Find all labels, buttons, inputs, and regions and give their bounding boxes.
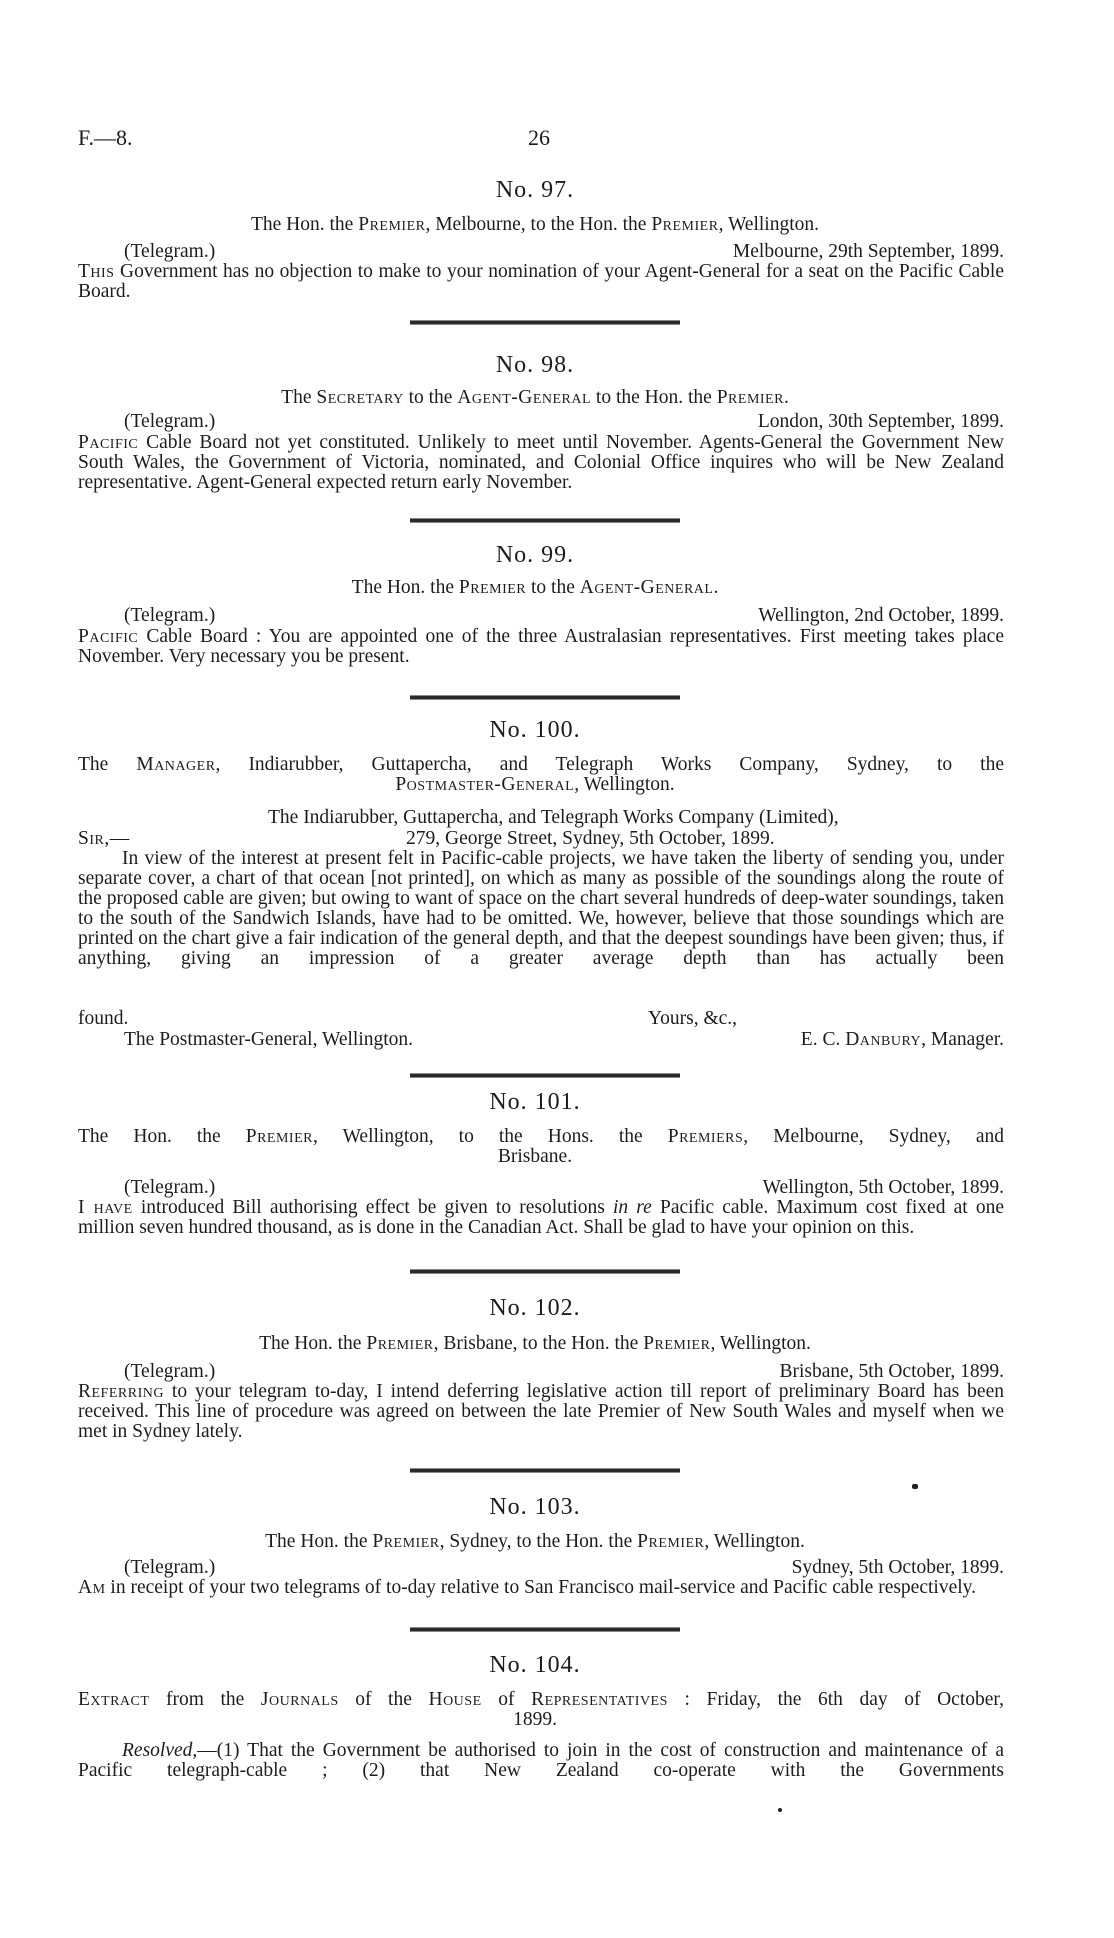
doc-101-number: No. 101. (489, 1089, 581, 1115)
doc-102-body: Referring to your telegram to-day, I intend deferring legislative action till report of preliminary Board has been received. This line of procedure was agreed on between the late Premier of New South Wales and myself when we met in Sydney lately. (78, 1381, 1004, 1442)
page-number: 26 (528, 125, 550, 150)
ink-mark (778, 1808, 782, 1812)
ink-mark (912, 1484, 918, 1489)
doc-100-heading-line1: The Manager, Indiarubber, Guttapercha, and Telegraph Works Company, Sydney, to the (78, 754, 1004, 775)
divider-rule (410, 1073, 680, 1078)
doc-104-number: No. 104. (489, 1652, 581, 1678)
doc-101-type: (Telegram.) (124, 1177, 216, 1198)
doc-101-heading-line1: The Hon. the Premier, Wellington, to the Hons. the Premiers, Melbourne, Sydney, and (78, 1126, 1004, 1147)
doc-97-heading: The Hon. the Premier, Melbourne, to the Hon. the Premier, Wellington. (250, 214, 820, 235)
divider-rule (410, 320, 680, 325)
doc-100-salutation: Sir,— (78, 828, 130, 849)
divider-rule (410, 1269, 680, 1274)
divider-rule (410, 1627, 680, 1632)
doc-100-closing: Yours, &c., (648, 1008, 738, 1029)
doc-97-place-date: Melbourne, 29th September, 1899. (732, 241, 1004, 262)
doc-99-body: Pacific Cable Board : You are appointed one of the three Australasian representatives. First meeting takes place November. Very necessary you be present. (78, 626, 1004, 667)
doc-98-place-date: London, 30th September, 1899. (757, 411, 1004, 432)
doc-100-body-end: found. (78, 1008, 129, 1029)
doc-101-place-date: Wellington, 5th October, 1899. (762, 1177, 1004, 1198)
doc-99-place-date: Wellington, 2nd October, 1899. (758, 605, 1004, 626)
doc-98-number: No. 98. (495, 352, 575, 378)
doc-99-heading: The Hon. the Premier to the Agent-General. (351, 577, 719, 598)
doc-100-signature: E. C. Danbury, Manager. (800, 1029, 1004, 1050)
doc-100-heading-line2: Postmaster-General, Wellington. (395, 774, 675, 795)
doc-103-type: (Telegram.) (124, 1557, 216, 1578)
doc-100-address-line1: The Indiarubber, Guttapercha, and Telegraph Works Company (Limited), (268, 807, 839, 828)
doc-103-place-date: Sydney, 5th October, 1899. (791, 1557, 1004, 1578)
divider-rule (410, 518, 680, 523)
doc-103-body: Am in receipt of your two telegrams of to-day relative to San Francisco mail-service and Pacific cable respectively. (78, 1577, 977, 1598)
doc-101-body: I have introduced Bill authorising effect be given to resolutions in re Pacific cable. Maximum cost fixed at one million seven hundred thousand, as is done in the Canadian Act. Shall be glad to have your opinion on this. (78, 1197, 1004, 1238)
doc-99-number: No. 99. (495, 542, 575, 568)
doc-102-heading: The Hon. the Premier, Brisbane, to the Hon. the Premier, Wellington. (259, 1333, 811, 1354)
doc-101-heading-line2: Brisbane. (497, 1146, 573, 1167)
document-reference: F.—8. (78, 125, 133, 150)
doc-104-body: Resolved,—(1) That the Government be authorised to join in the cost of construction and maintenance of a Pacific telegraph-cable ; (2) that New Zealand co-operate with the Governments (78, 1740, 1004, 1781)
doc-100-number: No. 100. (489, 717, 581, 743)
doc-97-type: (Telegram.) (124, 241, 216, 262)
doc-100-address-line2: 279, George Street, Sydney, 5th October, 1899. (406, 828, 775, 849)
divider-rule (410, 695, 680, 700)
doc-102-place-date: Brisbane, 5th October, 1899. (779, 1361, 1004, 1382)
doc-97-body: This Government has no objection to make to your nomination of your Agent-General for a seat on the Pacific Cable Board. (78, 261, 1004, 302)
doc-98-type: (Telegram.) (124, 411, 216, 432)
doc-97-number: No. 97. (495, 177, 575, 203)
doc-100-body: In view of the interest at present felt in Pacific-cable projects, we have taken the liberty of sending you, under separate cover, a chart of that ocean [not printed], on which as many as possible of the soundings along the route of the proposed cable are given; but owing to want of space on the chart several hundreds of deep-water soundings, taken to the south of the Sandwich Islands, have had to be omitted. We, however, believe that those soundings which are printed on the chart give a fair indication of the general depth, and that the deepest soundings have been given; thus, if anything, giving an impression of a greater average depth than has actually been (78, 848, 1004, 969)
doc-103-number: No. 103. (489, 1494, 581, 1520)
doc-102-number: No. 102. (489, 1295, 581, 1321)
doc-99-type: (Telegram.) (124, 605, 216, 626)
divider-rule (410, 1468, 680, 1473)
doc-100-addressee: The Postmaster-General, Wellington. (124, 1029, 414, 1050)
doc-102-type: (Telegram.) (124, 1361, 216, 1382)
doc-98-heading: The Secretary to the Agent-General to the Hon. the Premier. (281, 387, 789, 408)
doc-104-heading-line1: Extract from the Journals of the House of Representatives : Friday, the 6th day of October, (78, 1689, 1004, 1710)
doc-98-body: Pacific Cable Board not yet constituted. Unlikely to meet until November. Agents-General the Government New South Wales, the Government of Victoria, nominated, and Colonial Office inquires who will be New Zealand representative. Agent-General expected return early November. (78, 432, 1004, 493)
doc-103-heading: The Hon. the Premier, Sydney, to the Hon. the Premier, Wellington. (265, 1531, 805, 1552)
doc-104-heading-line2: 1899. (513, 1709, 557, 1730)
